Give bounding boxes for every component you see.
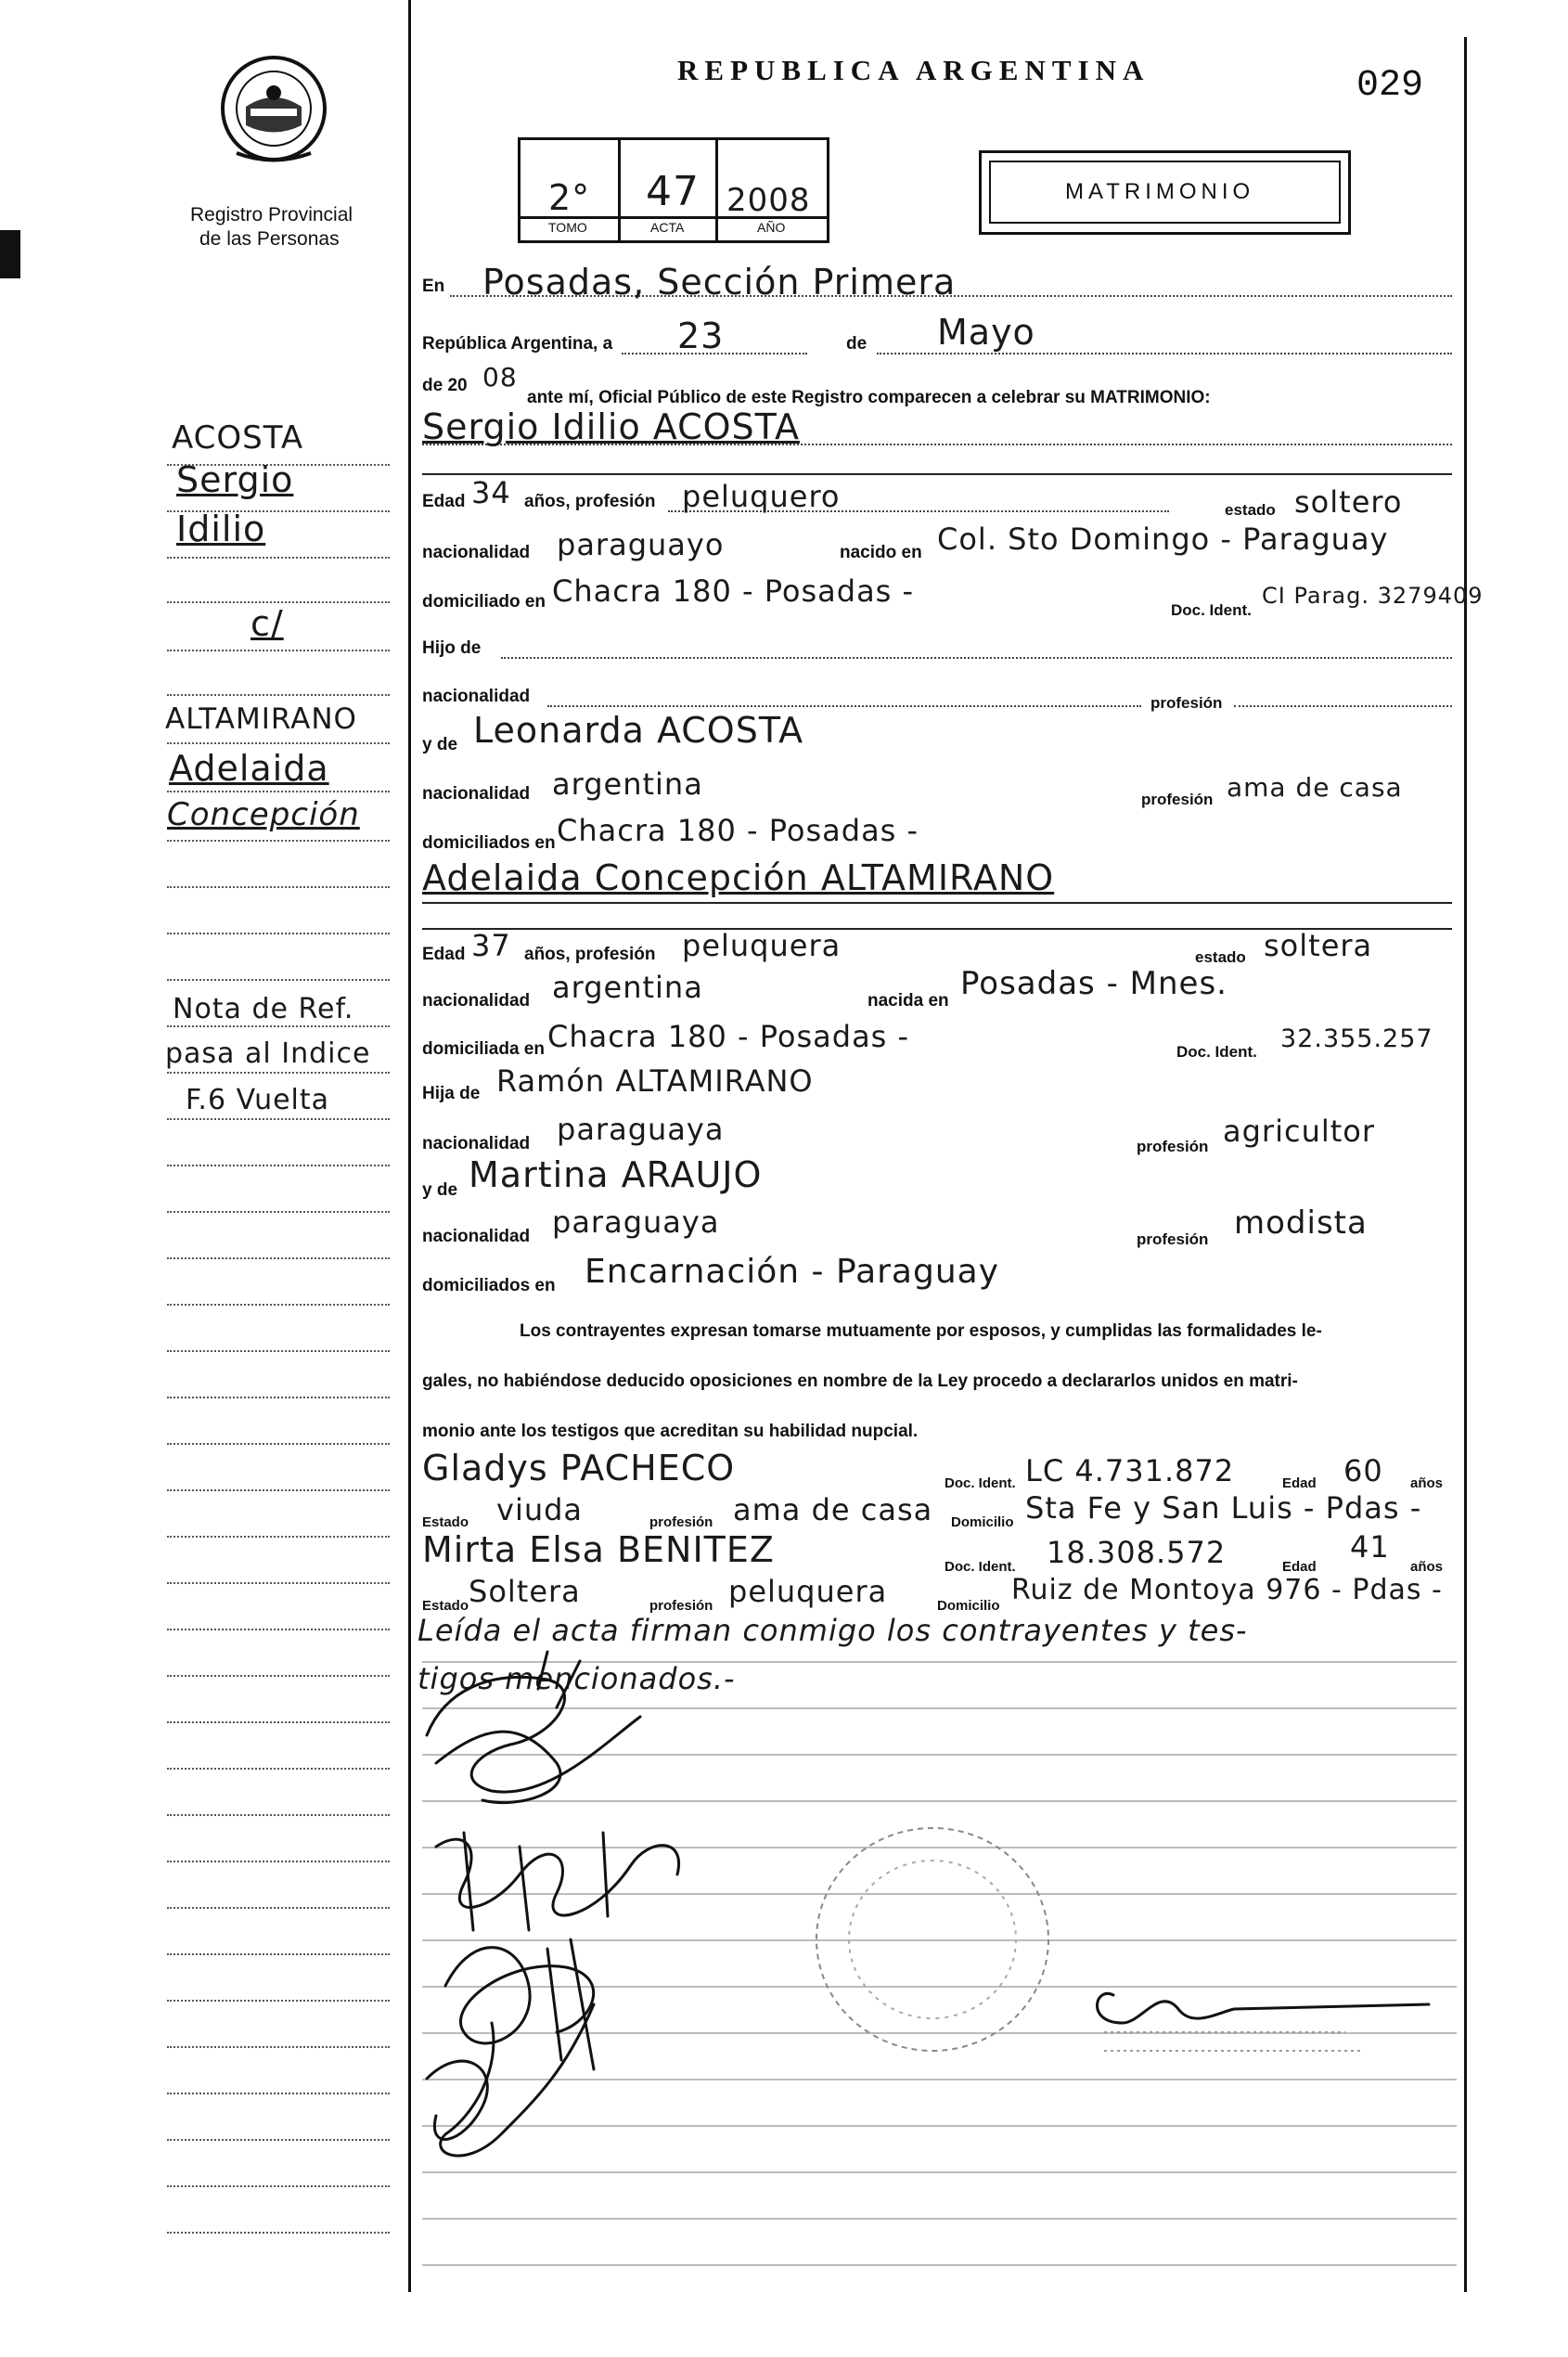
value-witness1-status: viuda	[496, 1492, 584, 1527]
line-month	[877, 353, 1452, 354]
margin-line	[167, 2232, 390, 2234]
value-witness1-address: Sta Fe y San Luis - Pdas -	[1025, 1490, 1422, 1526]
value-bride-profession: peluquera	[682, 928, 842, 963]
label-anos: años	[1410, 1475, 1444, 1491]
value-bride-father-nationality: paraguaya	[557, 1112, 725, 1147]
value-day: 23	[677, 316, 725, 356]
margin-line	[167, 1165, 390, 1166]
margin-line	[167, 1397, 390, 1398]
value-groom-mother-profession: ama de casa	[1227, 772, 1403, 803]
official-stamp	[807, 1819, 1058, 2060]
margin-given-1b: Idilio	[176, 509, 266, 549]
type-box-inner	[989, 161, 1341, 224]
right-border-rule	[1464, 37, 1467, 2292]
label-nacionalidad: nacionalidad	[422, 991, 531, 1011]
value-groom-status: soltero	[1294, 484, 1403, 520]
value-groom-parents-address: Chacra 180 - Posadas -	[557, 813, 919, 848]
label-y-de: y de	[422, 735, 458, 754]
margin-line	[167, 1721, 390, 1723]
value-year-suffix: 08	[482, 362, 518, 393]
label-nacionalidad: nacionalidad	[422, 1227, 531, 1246]
margin-line	[167, 979, 390, 981]
margin-line	[167, 1953, 390, 1955]
margin-line	[167, 840, 390, 842]
value-witness2-address: Ruiz de Montoya 976 - Pdas -	[1011, 1574, 1443, 1606]
label-domicilio: Domicilio	[951, 1514, 1014, 1530]
margin-line	[167, 742, 390, 744]
label-edad: Edad	[422, 492, 466, 511]
line-bride-name	[422, 902, 1452, 904]
official-signature	[1086, 1958, 1438, 2069]
type-label: MATRIMONIO	[1065, 179, 1255, 204]
value-place: Posadas, Sección Primera	[482, 262, 957, 303]
page-number: 029	[1356, 65, 1424, 107]
value-groom-mother-nationality: argentina	[552, 766, 703, 802]
label-domiciliada-en: domiciliada en	[422, 1039, 545, 1059]
label-profesion: profesión	[1137, 1138, 1209, 1155]
label-estado: estado	[1225, 501, 1276, 519]
value-groom-birthplace: Col. Sto Domingo - Paraguay	[937, 522, 1389, 557]
label-profesion: profesión	[1150, 694, 1223, 712]
margin-line	[167, 1814, 390, 1816]
closing-line-1: Leída el acta firman conmigo los contrayentes y tes-	[418, 1613, 1248, 1648]
label-domiciliado-en: domiciliado en	[422, 592, 546, 612]
label-nacionalidad: nacionalidad	[422, 687, 531, 706]
margin-connector: c/	[251, 603, 284, 644]
label-profesion: profesión	[1137, 1230, 1209, 1248]
value-bride-father-profession: agricultor	[1223, 1114, 1376, 1149]
margin-line	[167, 2046, 390, 2048]
type-box	[979, 150, 1351, 235]
value-witness1-doc: LC 4.731.872	[1025, 1453, 1235, 1488]
label-edad: Edad	[1282, 1559, 1317, 1575]
margin-line	[167, 694, 390, 696]
value-groom-address: Chacra 180 - Posadas -	[552, 573, 915, 609]
line-groom-father	[501, 657, 1452, 659]
label-ante-mi: ante mí, Oficial Público de este Registro comparecen a celebrar su MATRIMONIO:	[527, 388, 1211, 407]
value-witness2-status: Soltera	[469, 1574, 581, 1609]
value-bride-parents-address: Encarnación - Paraguay	[585, 1253, 1000, 1291]
value-witness1-age: 60	[1343, 1453, 1383, 1488]
value-bride-age: 37	[471, 928, 511, 963]
label-de-20: de 20	[422, 376, 468, 395]
label-doc-ident: Doc. Ident.	[1171, 601, 1252, 619]
label-profesion: profesión	[649, 1514, 713, 1530]
registry-name-line1: Registro Provincial	[190, 204, 353, 225]
margin-given-1a: Sergio	[176, 459, 294, 500]
acta-value: 47	[646, 168, 700, 215]
margin-line	[167, 1072, 390, 1074]
value-witness2-name: Mirta Elsa BENITEZ	[422, 1529, 775, 1570]
label-republica: República Argentina, a	[422, 334, 613, 354]
margin-surname-2: ALTAMIRANO	[165, 702, 357, 736]
value-groom-mother: Leonarda ACOSTA	[473, 710, 804, 751]
label-profesion: profesión	[649, 1598, 713, 1614]
margin-note-2: pasa al Indice	[165, 1037, 371, 1070]
tomo-value: 2°	[548, 177, 591, 218]
label-nacionalidad: nacionalidad	[422, 1134, 531, 1153]
value-witness1-name: Gladys PACHECO	[422, 1448, 736, 1488]
margin-given-2a: Adelaida	[169, 748, 329, 789]
statement-line-2: gales, no habiéndose deducido oposiciones en nombre de la Ley procedo a declararlos unidos en matri-	[422, 1372, 1298, 1391]
black-tab-mark	[0, 230, 20, 278]
label-edad: Edad	[1282, 1475, 1317, 1491]
margin-line	[167, 1768, 390, 1770]
label-domiciliados-en: domiciliados en	[422, 1276, 556, 1295]
label-en: En	[422, 277, 445, 296]
value-groom-age: 34	[471, 475, 511, 510]
value-bride-birthplace: Posadas - Mnes.	[960, 965, 1227, 1002]
line-groom-father-nationality	[547, 705, 1141, 707]
label-doc-ident: Doc. Ident.	[945, 1559, 1016, 1575]
label-y-de: y de	[422, 1180, 458, 1200]
margin-line	[167, 2000, 390, 2002]
margin-line	[167, 886, 390, 888]
value-bride-name: Adelaida Concepción ALTAMIRANO	[422, 857, 1055, 898]
statement-line-1: Los contrayentes expresan tomarse mutuamente por esposos, y cumplidas las formalidades le-	[520, 1321, 1322, 1341]
ruled-line	[422, 2264, 1457, 2266]
value-bride-status: soltera	[1264, 928, 1373, 963]
value-month: Mayo	[937, 312, 1035, 353]
value-groom-doc: CI Parag. 3279409	[1262, 583, 1484, 609]
margin-line	[167, 1211, 390, 1213]
label-estado: Estado	[422, 1514, 469, 1530]
line-groom-father-profession	[1234, 705, 1452, 707]
value-bride-mother-nationality: paraguaya	[552, 1204, 720, 1240]
margin-line	[167, 2185, 390, 2187]
country-title: REPUBLICA ARGENTINA	[677, 54, 1150, 86]
registry-name-line2: de las Personas	[199, 228, 340, 250]
margin-note-3: F.6 Vuelta	[186, 1084, 330, 1116]
margin-line	[167, 1582, 390, 1584]
margin-line	[167, 933, 390, 934]
label-profesion: profesión	[1141, 791, 1214, 808]
value-bride-father: Ramón ALTAMIRANO	[496, 1063, 814, 1099]
label-doc-ident: Doc. Ident.	[945, 1475, 1016, 1491]
margin-line	[167, 1304, 390, 1306]
value-groom-nationality: paraguayo	[557, 527, 725, 562]
margin-line	[167, 1629, 390, 1630]
margin-note-1: Nota de Ref.	[173, 993, 354, 1025]
margin-line	[167, 2093, 390, 2094]
acta-label: ACTA	[650, 220, 685, 235]
label-anos-profesion: años, profesión	[524, 945, 656, 964]
label-de: de	[846, 334, 868, 354]
tomo-label: TOMO	[548, 220, 587, 235]
record-box-divider-2	[715, 140, 718, 240]
label-hijo-de: Hijo de	[422, 638, 482, 658]
margin-line	[167, 1536, 390, 1538]
margin-line	[167, 1489, 390, 1491]
value-witness2-age: 41	[1350, 1529, 1390, 1565]
ano-label: AÑO	[757, 220, 786, 235]
value-witness1-profession: ama de casa	[733, 1492, 933, 1527]
label-nacionalidad: nacionalidad	[422, 784, 531, 804]
label-estado: Estado	[422, 1598, 469, 1614]
label-nacionalidad: nacionalidad	[422, 543, 531, 562]
value-bride-nationality: argentina	[552, 970, 703, 1005]
ano-value: 2008	[726, 182, 811, 219]
label-domiciliados-en: domiciliados en	[422, 833, 556, 853]
margin-line	[167, 1907, 390, 1909]
margin-line	[167, 2139, 390, 2141]
statement-line-3: monio ante los testigos que acreditan su habilidad nupcial.	[422, 1422, 919, 1441]
value-witness2-profession: peluquera	[728, 1574, 888, 1609]
margin-given-2b: Concepción	[167, 796, 360, 833]
margin-line	[167, 1118, 390, 1120]
margin-line	[167, 1861, 390, 1862]
label-estado: estado	[1195, 948, 1246, 966]
label-nacido-en: nacido en	[840, 543, 922, 562]
value-groom-profession: peluquero	[682, 479, 841, 514]
value-bride-address: Chacra 180 - Posadas -	[547, 1019, 910, 1054]
margin-line	[167, 1257, 390, 1259]
label-anos: años	[1410, 1559, 1444, 1575]
record-box	[518, 137, 829, 243]
value-bride-doc: 32.355.257	[1280, 1024, 1433, 1053]
margin-line	[167, 1675, 390, 1677]
margin-line	[167, 1350, 390, 1352]
margin-surname-1: ACOSTA	[172, 419, 304, 457]
label-doc-ident: Doc. Ident.	[1176, 1043, 1257, 1061]
margin-line	[167, 1443, 390, 1445]
closing-line-2: tigos mencionados.-	[418, 1661, 736, 1696]
value-groom-name: Sergio Idilio ACOSTA	[422, 406, 800, 447]
margin-line	[167, 791, 390, 792]
label-anos-profesion: años, profesión	[524, 492, 656, 511]
margin-line	[167, 557, 390, 559]
provincial-seal	[209, 51, 339, 172]
margin-line	[167, 1025, 390, 1027]
margin-line	[167, 650, 390, 651]
value-bride-mother-profession: modista	[1234, 1204, 1368, 1242]
label-hija-de: Hija de	[422, 1084, 481, 1103]
record-box-divider-1	[618, 140, 621, 240]
value-bride-mother: Martina ARAUJO	[469, 1154, 763, 1195]
label-edad: Edad	[422, 945, 466, 964]
label-nacida-en: nacida en	[868, 991, 949, 1011]
line-groom-name-2	[422, 473, 1452, 475]
label-domicilio: Domicilio	[937, 1598, 1000, 1614]
value-witness2-doc: 18.308.572	[1047, 1535, 1227, 1570]
